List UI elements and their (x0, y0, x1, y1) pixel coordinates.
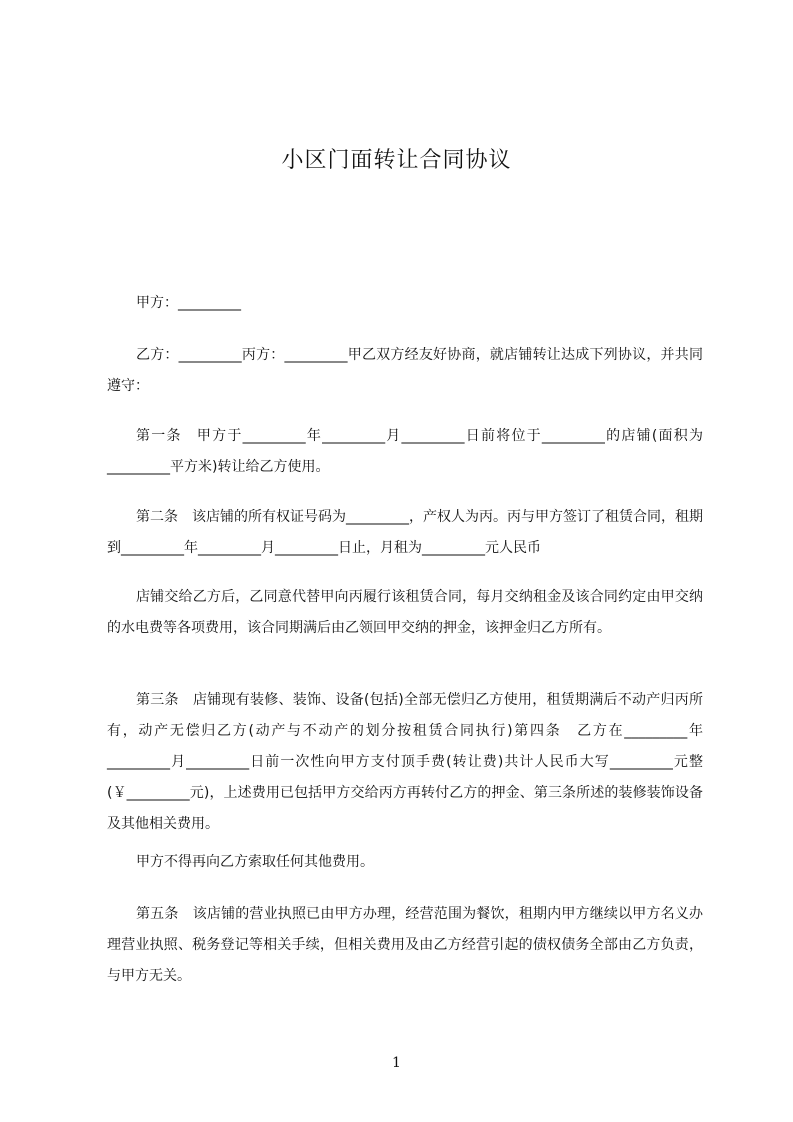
article-1-paragraph: 第一条 甲方于_________年_________月_________日前将位于_________的店铺(面积为_________平方米)转让给乙方使用。 (107, 428, 703, 475)
lease-handover-paragraph: 店铺交给乙方后，乙同意代替甲向丙履行该租赁合同，每月交纳租金及该合同约定由甲交纳的水电费等各项费用，该合同期满后由乙领回甲交纳的押金，该押金归乙方所有。 (107, 589, 703, 636)
parties-intro-paragraph: 乙方：_________丙方：_________甲乙双方经友好协商，就店铺转让达成下列协议，并共同遵守： (107, 347, 703, 394)
document-title: 小区门面转让合同协议 (281, 148, 512, 173)
party-a-line: 甲方：_________ (136, 295, 241, 311)
page-number: 1 (392, 1055, 401, 1071)
article-2-paragraph: 第二条 该店铺的所有权证号码为_________，产权人为丙。丙与甲方签订了租赁合同，租期到_________年_________月_________日止，月租为_________元人民币 (107, 509, 703, 556)
article-5-paragraph: 第五条 该店铺的营业执照已由甲方办理，经营范围为餐饮，租期内甲方继续以甲方名义办理营业执照、税务登记等相关手续，但相关费用及由乙方经营引起的债权债务全部由乙方负责，与甲方无关。 (107, 906, 703, 984)
article-3-4-paragraph: 第三条 店铺现有装修、装饰、设备(包括)全部无偿归乙方使用，租赁期满后不动产归丙所有，动产无偿归乙方(动产与不动产的划分按租赁合同执行)第四条 乙方在_________年_________月_________日前一次性向甲方支付顶手费(转让费)共计人民币大写_________元整(￥_________元)，上述费用已包括甲方交给丙方再转付乙方的押金、第三条所述的装修装饰设备及其他相关费用。 (107, 692, 703, 832)
no-other-fees-paragraph: 甲方不得再向乙方索取任何其他费用。 (136, 854, 374, 870)
